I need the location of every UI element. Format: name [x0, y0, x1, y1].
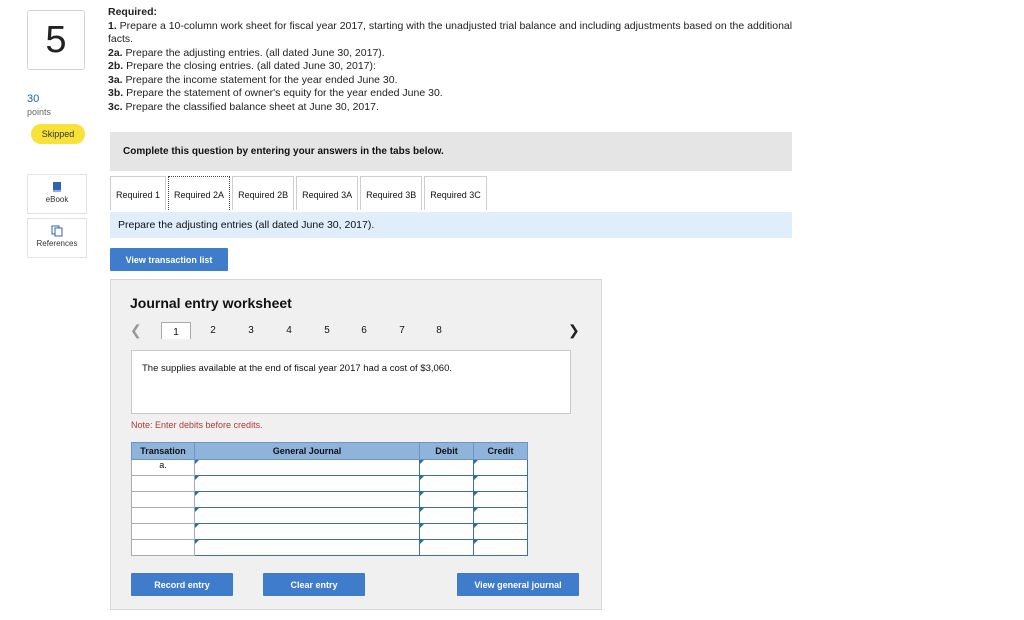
transaction-cell: a. [132, 460, 195, 476]
transaction-description: The supplies available at the end of fiscal year 2017 had a cost of $3,060. [131, 350, 571, 414]
account-input[interactable] [195, 540, 420, 556]
credit-input[interactable] [474, 524, 528, 540]
account-input[interactable] [195, 460, 420, 476]
credit-input[interactable] [474, 476, 528, 492]
tab-required-3c[interactable]: Required 3C [424, 176, 487, 210]
transaction-cell [132, 540, 195, 556]
points [27, 93, 51, 119]
table-row [132, 492, 528, 508]
page-5[interactable]: 5 [324, 325, 330, 336]
tab-required-1[interactable]: Required 1 [110, 176, 166, 210]
references-button[interactable] [27, 218, 87, 258]
status-badge: Skipped [31, 124, 85, 144]
page-1[interactable]: 1 [161, 322, 191, 339]
tab-prompt: Prepare the adjusting entries (all dated June 30, 2017). [110, 212, 792, 238]
debit-input[interactable] [420, 524, 474, 540]
transaction-cell [132, 492, 195, 508]
table-row [132, 540, 528, 556]
credit-input[interactable] [474, 540, 528, 556]
credit-input[interactable] [474, 508, 528, 524]
table-row [132, 508, 528, 524]
next-arrow-icon[interactable]: ❯ [568, 322, 580, 338]
debit-input[interactable] [420, 540, 474, 556]
question-number: 5 [27, 10, 85, 70]
table-row [132, 460, 528, 476]
worksheet-title: Journal entry worksheet [130, 295, 292, 311]
account-input[interactable] [195, 508, 420, 524]
transaction-cell [132, 508, 195, 524]
entry-note: Note: Enter debits before credits. [131, 420, 263, 430]
page-2[interactable]: 2 [210, 325, 216, 336]
prev-arrow-icon[interactable]: ❮ [130, 322, 142, 338]
credit-input[interactable] [474, 460, 528, 476]
worksheet-pager [130, 322, 580, 342]
col-general-journal: General Journal [195, 443, 420, 460]
journal-table [131, 442, 528, 556]
ebook-button[interactable] [27, 174, 87, 214]
page-7[interactable]: 7 [399, 325, 405, 336]
page-3[interactable]: 3 [248, 325, 254, 336]
debit-input[interactable] [420, 460, 474, 476]
documents-icon [51, 225, 63, 237]
transaction-cell [132, 476, 195, 492]
transaction-cell [132, 524, 195, 540]
tab-required-2b[interactable]: Required 2B [232, 176, 294, 210]
points-label: points [27, 107, 52, 117]
table-row [132, 524, 528, 540]
ebook-label: eBook [45, 195, 69, 204]
page-4[interactable]: 4 [286, 325, 292, 336]
debit-input[interactable] [420, 492, 474, 508]
points-value: 30 [27, 93, 40, 105]
tab-required-3a[interactable]: Required 3A [296, 176, 358, 210]
page-8[interactable]: 8 [436, 325, 442, 336]
required-item: 2a. Prepare the adjusting entries. (all dated June 30, 2017). [108, 46, 385, 59]
table-row [132, 476, 528, 492]
required-item: 2b. Prepare the closing entries. (all dated June 30, 2017): [108, 60, 376, 72]
view-general-journal-button[interactable]: View general journal [457, 573, 579, 596]
required-item: 3c. Prepare the classified balance sheet at June 30, 2017. [108, 100, 379, 113]
required-item: 3b. Prepare the statement of owner's equity for the year ended June 30. [108, 87, 443, 99]
col-transaction: Transation [132, 443, 195, 460]
col-debit: Debit [420, 443, 474, 460]
tab-required-3b[interactable]: Required 3B [360, 176, 422, 210]
required-section [108, 6, 798, 114]
credit-input[interactable] [474, 492, 528, 508]
debit-input[interactable] [420, 508, 474, 524]
tab-bar [110, 176, 489, 212]
clear-entry-button[interactable]: Clear entry [263, 573, 365, 596]
account-input[interactable] [195, 492, 420, 508]
account-input[interactable] [195, 476, 420, 492]
references-label: References [36, 239, 78, 248]
record-entry-button[interactable]: Record entry [131, 573, 233, 596]
page-6[interactable]: 6 [361, 325, 367, 336]
instruction-bar: Complete this question by entering your answers in the tabs below. [110, 132, 792, 171]
book-icon [51, 181, 63, 193]
view-transaction-list-button[interactable]: View transaction list [110, 248, 228, 271]
account-input[interactable] [195, 524, 420, 540]
col-credit: Credit [474, 443, 528, 460]
required-item: 1. Prepare a 10-column work sheet for fiscal year 2017, starting with the unadjusted trial balance and including adjustments based on the additional facts. [108, 19, 793, 45]
required-heading: Required: [108, 6, 158, 18]
tab-required-2a[interactable]: Required 2A [168, 176, 230, 210]
required-item: 3a. Prepare the income statement for the year ended June 30. [108, 73, 398, 86]
debit-input[interactable] [420, 476, 474, 492]
